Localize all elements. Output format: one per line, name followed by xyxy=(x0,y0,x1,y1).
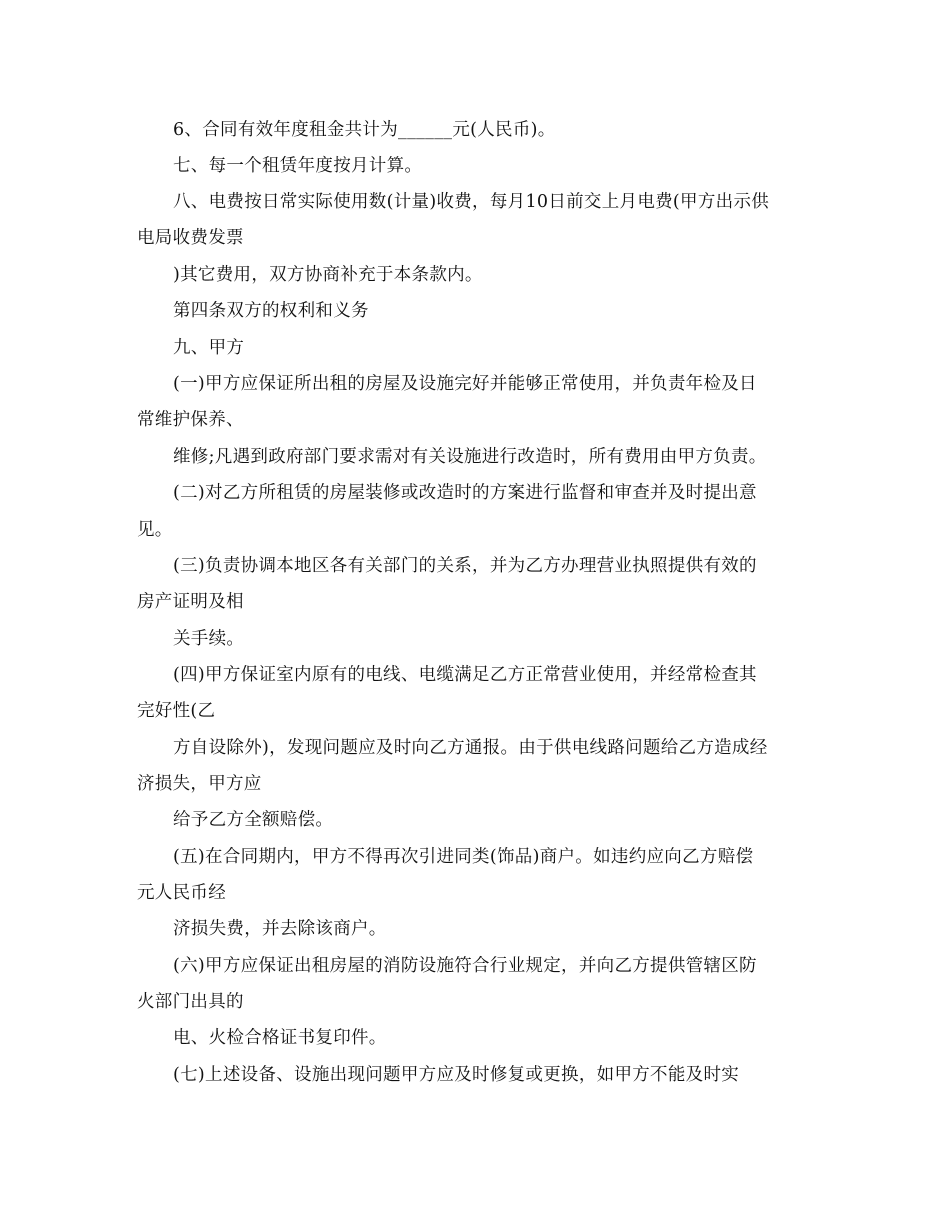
text-line: 九、甲方 xyxy=(173,338,245,358)
text-line: (二)对乙方所租赁的房屋装修或改造时的方案进行监督和审查并及时提出意 xyxy=(173,483,757,503)
text-line: 常维护保养、 xyxy=(137,410,244,430)
text-line: 七、每一个租赁年度按月计算。 xyxy=(173,156,423,176)
text-line: 元人民币经 xyxy=(137,883,226,903)
section-heading: 第四条双方的权利和义务 xyxy=(173,301,369,321)
text-line: 房产证明及相 xyxy=(137,592,244,612)
text-line: 火部门出具的 xyxy=(137,992,244,1012)
text-line: 见。 xyxy=(137,520,173,540)
text-line: 完好性(乙 xyxy=(137,701,216,721)
text-line: 关手续。 xyxy=(173,629,245,649)
text-line: (七)上述设备、设施出现问题甲方应及时修复或更换，如甲方不能及时实 xyxy=(173,1065,740,1085)
text-line: 济损失，甲方应 xyxy=(137,774,262,794)
text-line: (六)甲方应保证出租房屋的消防设施符合行业规定，并向乙方提供管辖区防 xyxy=(173,956,757,976)
text-line: (三)负责协调本地区各有关部门的关系，并为乙方办理营业执照提供有效的 xyxy=(173,556,757,576)
text-line: (四)甲方保证室内原有的电线、电缆满足乙方正常营业使用，并经常检查其 xyxy=(173,665,757,685)
text-line: 济损失费，并去除该商户。 xyxy=(173,919,387,939)
text-line: 维修;凡遇到政府部门要求需对有关设施进行改造时，所有费用由甲方负责。 xyxy=(173,447,767,467)
text-line: 电、火检合格证书复印件。 xyxy=(173,1028,387,1048)
text-line: )其它费用，双方协商补充于本条款内。 xyxy=(173,265,483,285)
text-line: 6、合同有效年度租金共计为______元(人民币)。 xyxy=(173,120,556,140)
text-line: 方自设除外)，发现问题应及时向乙方通报。由于供电线路问题给乙方造成经 xyxy=(173,738,768,758)
text-line: 给予乙方全额赔偿。 xyxy=(173,810,334,830)
text-line: 八、电费按日常实际使用数(计量)收费，每月10日前交上月电费(甲方出示供 xyxy=(173,192,770,212)
text-line: (一)甲方应保证所出租的房屋及设施完好并能够正常使用，并负责年检及日 xyxy=(173,374,757,394)
text-line: 电局收费发票 xyxy=(137,228,244,248)
text-line: (五)在合同期内，甲方不得再次引进同类(饰品)商户。如违约应向乙方赔偿 xyxy=(173,847,754,867)
